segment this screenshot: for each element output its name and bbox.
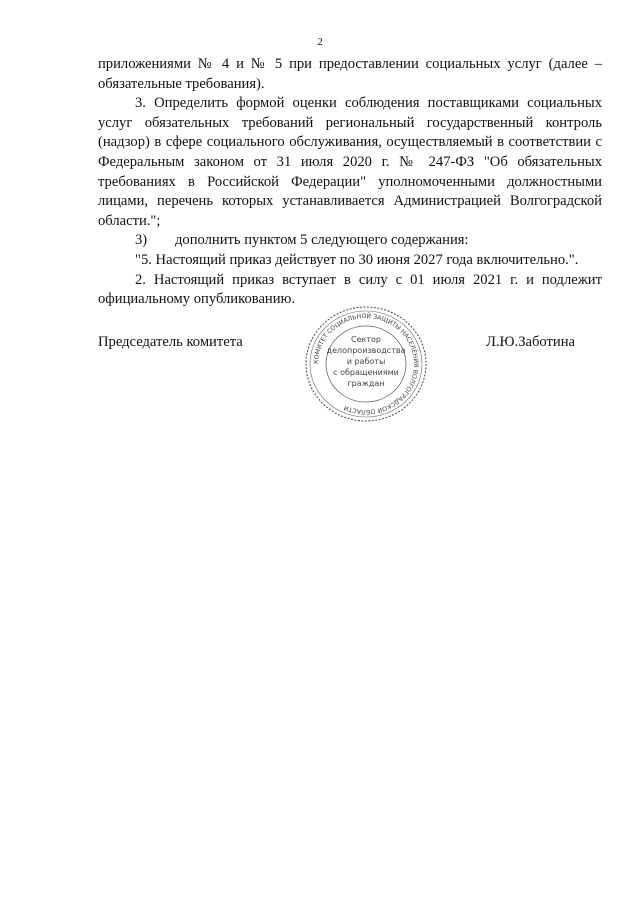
stamp-line-3: и работы [346, 357, 386, 366]
official-stamp [302, 304, 430, 424]
stamp-seal-graphic [302, 304, 430, 424]
sub-item-3 [98, 231, 602, 251]
stamp-ring-text: КОМИТЕТ СОЦИАЛЬНОЙ ЗАЩИТЫ НАСЕЛЕНИЯ ВОЛГОГРАДСКОЙ ОБЛАСТИ [312, 312, 420, 416]
paragraph-effective-date: 2. Настоящий приказ вступает в силу с 01 июля 2021 г. и подлежит официальному опубликованию. [98, 271, 602, 308]
signatory-position: Председатель комитета [98, 334, 243, 350]
stamp-line-2: делопроизводства [326, 346, 406, 355]
page-number: 2 [317, 36, 323, 48]
stamp-line-1: Сектор [351, 335, 381, 344]
stamp-line-4: с обращениями [333, 368, 399, 377]
paragraph-1-line-2: обязательные требования). [98, 75, 265, 92]
signatory-name: Л.Ю.Заботина [486, 334, 575, 350]
quoted-clause-5: "5. Настоящий приказ действует по 30 июня 2027 года включительно.". [135, 251, 579, 268]
document-body [98, 55, 602, 310]
paragraph-1-line-1: приложениями № 4 и № 5 при предоставлении социальных услуг (далее – [98, 56, 602, 72]
paragraph-3: 3. Определить формой оценки соблюдения поставщиками социальных услуг обязательных требований региональный государственный контроль (надзор) в сфере социального обслуживания, осуществляемый в соответствии с Федеральным законом от 31 июля 2020 г. № 247-ФЗ "Об обязательных требованиях в Российской Федерации" уполномоченными должностными лицами, перечень которых устанавливается Администрацией Волгоградской области."; [98, 95, 602, 229]
sub-item-3-number: 3) [135, 232, 148, 249]
sub-item-3-text: дополнить пунктом 5 следующего содержания: [175, 232, 469, 249]
stamp-line-5: граждан [347, 379, 385, 388]
